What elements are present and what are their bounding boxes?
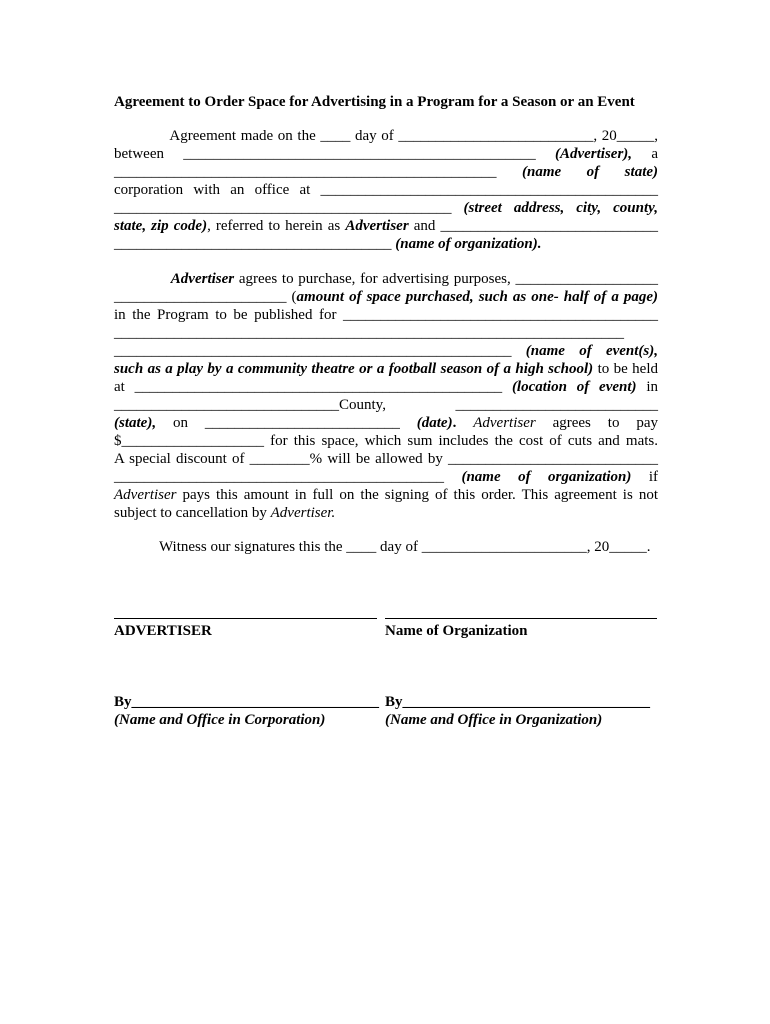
advertiser-by-note: (Name and Office in Corporation) (114, 712, 326, 728)
text-run (114, 271, 171, 287)
organization-by-note: (Name and Office in Organization) (385, 712, 603, 728)
field-descriptor: (location of event) (511, 379, 637, 395)
field-descriptor: (name of state) (522, 164, 659, 180)
text-run: ____________________________________________ (114, 469, 462, 485)
text-line (114, 538, 658, 556)
field-descriptor: (name of organization) (461, 469, 632, 485)
text-line (114, 360, 658, 378)
text-run: ____________________________________________________________________ (114, 325, 624, 341)
field-descriptor: (date) (416, 415, 453, 431)
field-descriptor: amount of space purchased, such as one- half of a page) (296, 289, 659, 305)
text-run: agrees to pay (535, 415, 658, 431)
field-descriptor: Advertiser (114, 487, 177, 503)
text-line (114, 217, 658, 235)
text-run: in the Program to be published for __________________________________________ (114, 307, 658, 323)
field-descriptor: Advertiser (170, 271, 235, 287)
field-descriptor: such as a play by a community theatre or a football season of a high school) (114, 361, 594, 377)
field-descriptor: (Advertiser), (554, 146, 633, 162)
text-run: to be held (593, 361, 659, 377)
organization-signature-line (385, 618, 657, 619)
text-line (114, 468, 658, 486)
field-descriptor: (name of event(s), (525, 343, 659, 359)
text-line (114, 324, 658, 342)
text-line (114, 486, 658, 504)
text-run: subject to cancellation by (114, 505, 271, 521)
text-run: Agreement made on the ____ day of __________________________, 20_____, (114, 128, 658, 144)
advertiser-label: ADVERTISER (114, 623, 212, 639)
text-line (114, 145, 658, 163)
field-descriptor: Advertiser. (270, 505, 336, 521)
text-line (114, 432, 658, 450)
organization-by-line: By_________________________________ (385, 694, 651, 710)
text-line (114, 504, 658, 522)
advertiser-by-line: By_________________________________ (114, 694, 380, 710)
text-run: _______________________ ( (114, 289, 297, 305)
document-title: Agreement to Order Space for Advertising in a Program for a Season or an Event (114, 94, 635, 110)
text-run: agrees to purchase, for advertising purposes, ___________________ (234, 271, 659, 287)
text-run: , referred to herein as (207, 218, 346, 234)
field-descriptor: (street address, city, county, (463, 200, 658, 216)
text-run: . (452, 415, 474, 431)
text-run: corporation with an office at _____________________________________________ (114, 182, 658, 198)
text-run: in (636, 379, 658, 395)
text-run: $___________________ for this space, which sum includes the cost of cuts and mats. (114, 433, 658, 449)
text-line (114, 414, 658, 432)
field-descriptor: (name of organization). (395, 236, 542, 252)
text-run: and _____________________________ (408, 218, 658, 234)
text-line (114, 306, 658, 324)
field-descriptor: Advertiser (345, 218, 409, 234)
text-line (114, 288, 658, 306)
field-descriptor: (state), (114, 415, 157, 431)
advertiser-signature-line (114, 618, 377, 619)
text-line (114, 396, 658, 414)
text-line (114, 235, 658, 253)
organization-label: Name of Organization (385, 623, 528, 639)
text-line (114, 450, 658, 468)
text-line (114, 378, 658, 396)
text-run: ___________________________________________________ (114, 164, 523, 180)
text-line (114, 163, 658, 181)
text-run: a (632, 146, 658, 162)
field-descriptor: state, zip code) (114, 218, 208, 234)
text-run: _____________________________________________ (114, 200, 464, 216)
text-line (114, 181, 658, 199)
text-run: _____________________________________________________ (114, 343, 526, 359)
text-run: between _______________________________________________ (114, 146, 555, 162)
text-line (114, 270, 658, 288)
text-line (114, 199, 658, 217)
text-run: on __________________________ (156, 415, 417, 431)
text-run: at _________________________________________________ (114, 379, 512, 395)
text-run: if (631, 469, 658, 485)
text-line (114, 342, 658, 360)
text-run: _____________________________________ (114, 236, 396, 252)
text-run: ______________________________County, ___________________________ (114, 397, 658, 413)
text-line (114, 127, 658, 145)
text-run: Witness our signatures this the ____ day of ______________________, 20_____. (114, 539, 651, 555)
text-run: pays this amount in full on the signing of this order. This agreement is not (176, 487, 658, 503)
text-run: A special discount of ________% will be allowed by ____________________________ (114, 451, 658, 467)
field-descriptor: Advertiser (473, 415, 536, 431)
